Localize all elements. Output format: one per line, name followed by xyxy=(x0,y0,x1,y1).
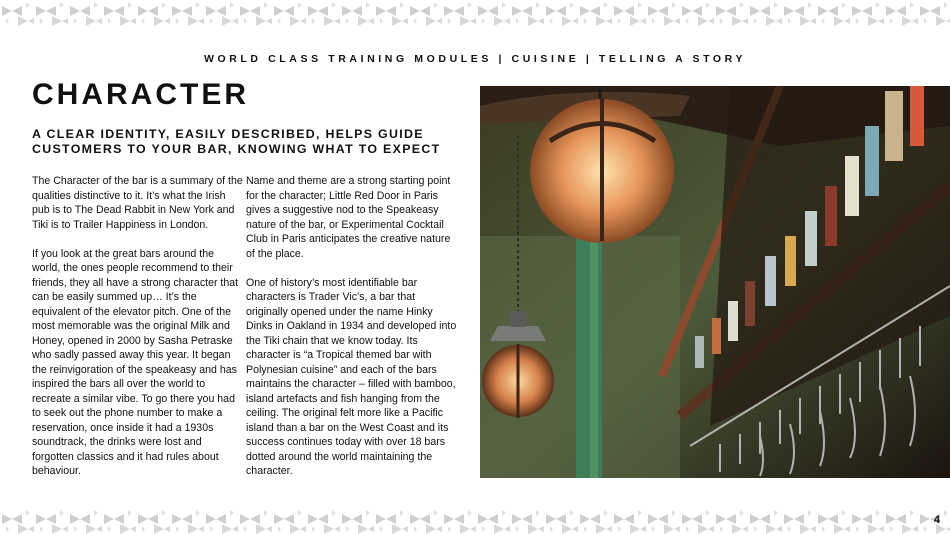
paragraph: One of history’s most identifiable bar characters is Trader Vic's, a bar that originally opened under the name Hinky Dinks in Oakland in 1934 and developed into the Tiki chain that we know today. Its character is “a Tropical themed bar with Polynesian cuisine” and each of the bars maintains the character – filled with bamboo, island artefacts and fish hanging from the ceiling. The original felt more like a Pacific island than a bar on the West Coast and its success continues today with over 18 bars dotted around the world maintaining the character. xyxy=(246,276,457,477)
page-subtitle: A CLEAR IDENTITY, EASILY DESCRIBED, HELPS GUIDE CUSTOMERS TO YOUR BAR, KNOWING WHAT TO EXPECT xyxy=(32,127,441,156)
text-column-right xyxy=(246,174,458,493)
page-number: 4 xyxy=(933,514,940,526)
decorative-pattern-top xyxy=(0,0,950,26)
paragraph: If you look at the great bars around the world, the ones people recommend to their friends, they all have a strong character that can be easily summed up… It’s the equivalent of the elevator pitch. One of the most memorable was the original Milk and Honey, opened in 2000 by Sasha Petraske who sadly passed away this year. It began the reinvigoration of the speakeasy and has inspired the bars all over the world to recreate a similar vibe. To go there you had to seek out the phone number to make a reservation, once inside it had a 1930s soundtrack, the drinks were lost and forgotten classics and it had rules about behaviour. xyxy=(32,247,239,477)
page-title: CHARACTER xyxy=(32,78,249,111)
decorative-pattern-bottom xyxy=(0,508,950,534)
paragraph: Name and theme are a strong starting point for the character; Little Red Door in Paris gives a suggestive nod to the Speakeasy nature of the bar, or Experimental Cocktail Club in Paris anticipates the creative nature of the place. xyxy=(246,175,451,260)
paragraph: The Character of the bar is a summary of the qualities distinctive to it. It’s what the Irish pub is to The Dead Rabbit in New York and Tiki is to Trailer Happiness in London. xyxy=(32,175,243,231)
breadcrumb-header: WORLD CLASS TRAINING MODULES | CUISINE | TELLING A STORY xyxy=(203,53,747,65)
bar-interior-photo xyxy=(480,86,950,478)
text-column-left xyxy=(32,174,244,493)
